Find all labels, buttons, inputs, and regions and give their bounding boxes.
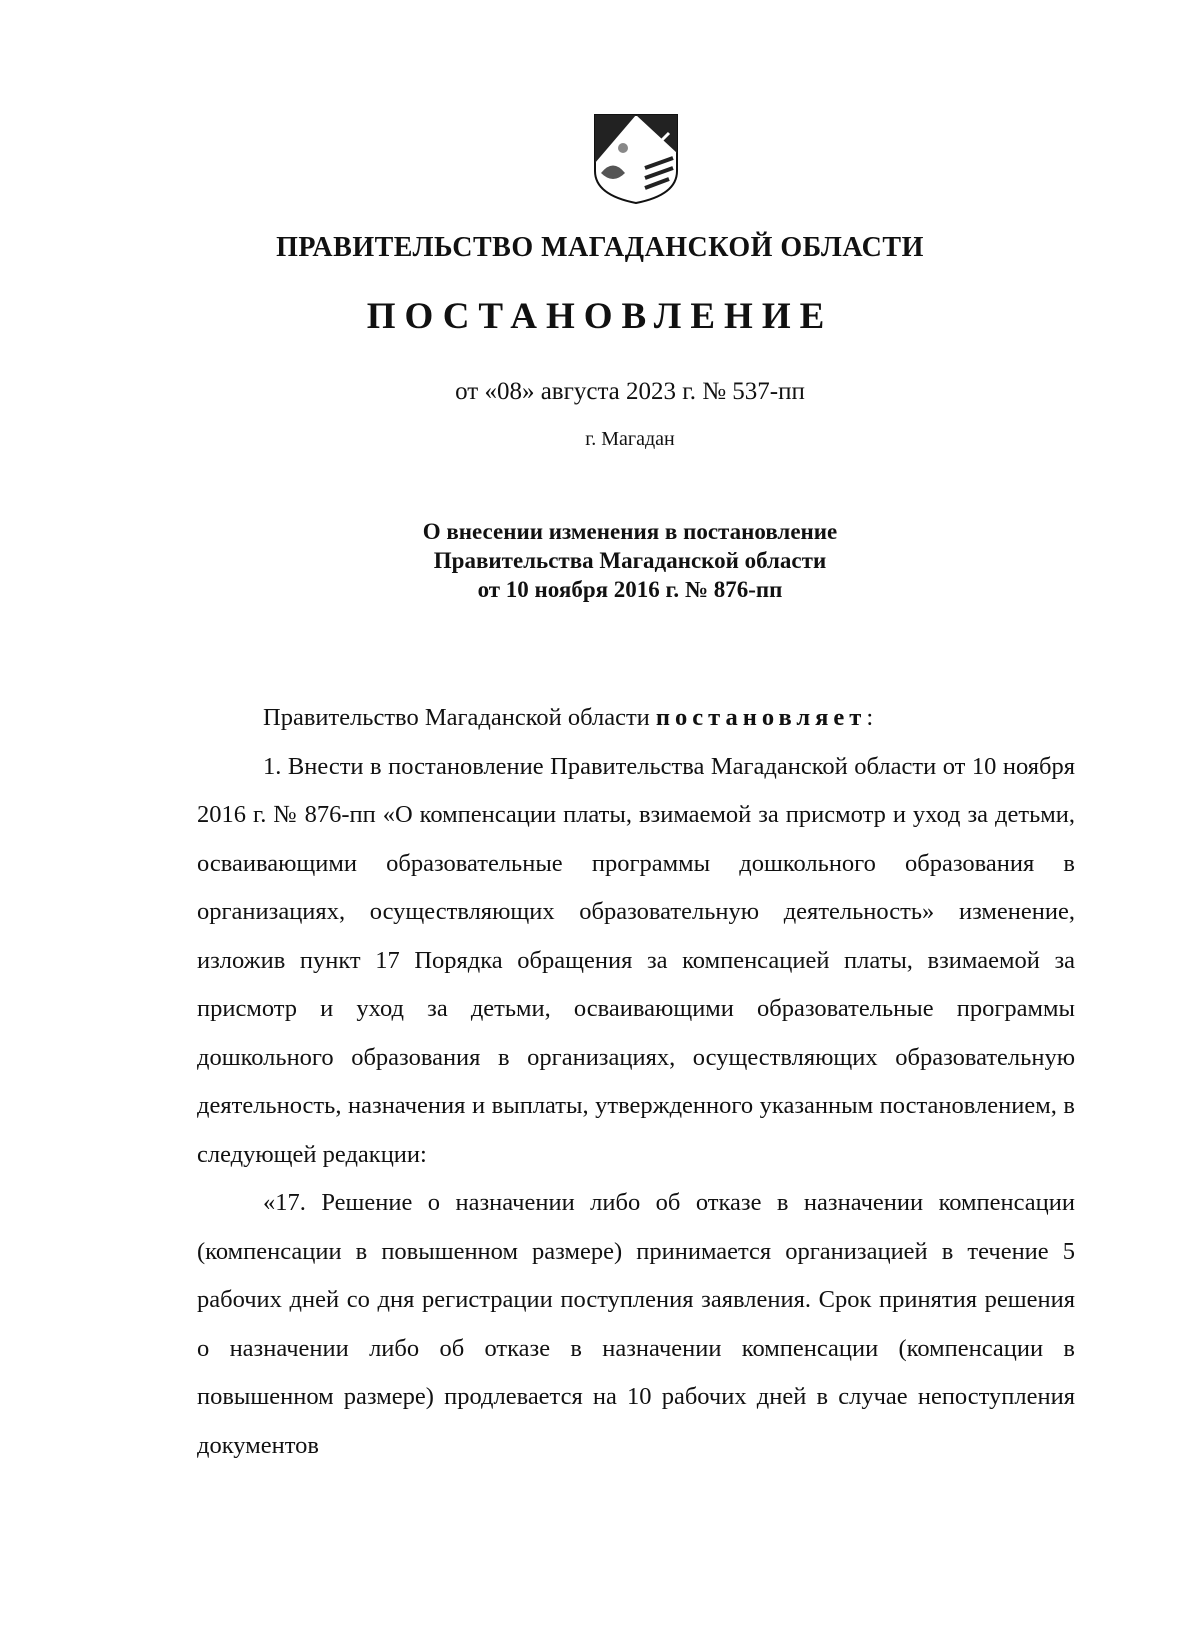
subject-line: Правительства Магаданской области [433, 548, 827, 573]
organization-title: ПРАВИТЕЛЬСТВО МАГАДАНСКОЙ ОБЛАСТИ [276, 232, 924, 263]
preamble-colon: : [866, 704, 874, 731]
coat-of-arms-icon [593, 113, 679, 205]
document-type-title: ПОСТАНОВЛЕНИЕ [366, 296, 834, 337]
document-city: г. Магадан [585, 428, 675, 450]
paragraph-item-1: 1. Внести в постановление Правительства Магаданской области от 10 ноября 2016 г. № 876-пп «О компенсации платы, взимаемой за присмотр и уход за детьми, осваивающими образовательные программы дошкольного образования в организациях, осуществляющих образовательную деятельность» изменение, изложив пункт 17 Порядка обращения за компенсацией платы, взимаемой за присмотр и уход за детьми, осваивающими образовательные программы дошкольного образования в организациях, осуществляющих образовательную деятельность, назначения и выплаты, утвержденного указанным постановлением, в следующей редакции: [197, 752, 1075, 1168]
document-body [197, 694, 1075, 1470]
subject-line: О внесении изменения в постановление [422, 519, 838, 544]
subject-line: от 10 ноября 2016 г. № 876-пп [477, 577, 783, 602]
document-date-number: от «08» августа 2023 г. № 537-пп [455, 378, 805, 405]
document-subject [0, 517, 1200, 604]
preamble [197, 694, 1075, 743]
paragraph-item-17: «17. Решение о назначении либо об отказе в назначении компенсации (компенсации в повышенном размере) принимается организацией в течение 5 рабочих дней со дня регистрации поступления заявления. Срок принятия решения о назначении либо об отказе в назначении компенсации (компенсации в повышенном размере) продлевается на 10 рабочих дней в случае непоступления документов [197, 1189, 1075, 1459]
preamble-text: Правительство Магаданской области [263, 704, 650, 731]
preamble-decree-word: постановляет [655, 704, 867, 731]
